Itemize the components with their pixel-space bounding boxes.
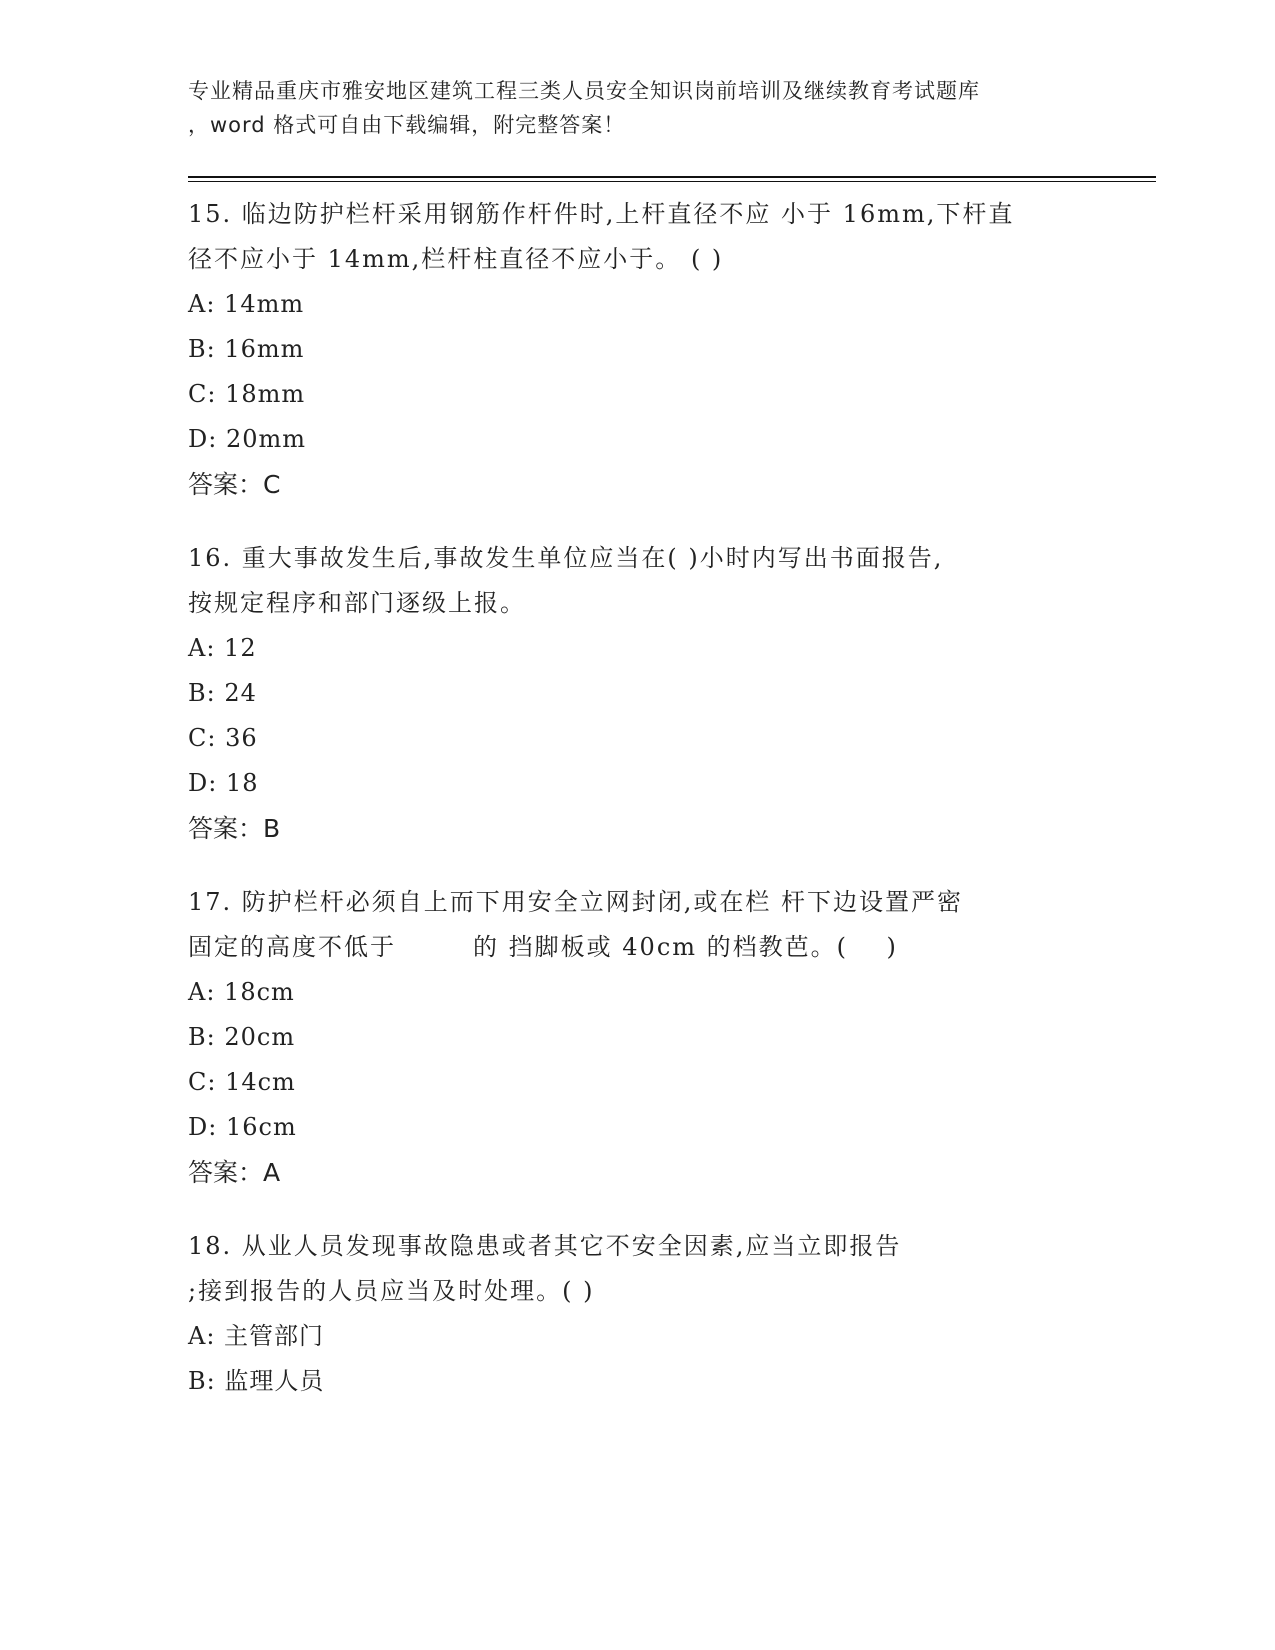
option-d: D: 20mm [188, 425, 307, 453]
question-text-line-2: 径不应小于 14mm,栏杆柱直径不应小于。 ( ) [188, 245, 724, 273]
header-divider-thick [188, 176, 1156, 178]
option-c: C: 14cm [188, 1068, 296, 1096]
header-title-line-2: ，word 格式可自由下载编辑，附完整答案！ [188, 113, 626, 137]
question-16 [188, 536, 1088, 852]
option-a: A: 18cm [188, 978, 295, 1006]
option-d: D: 18 [188, 769, 259, 797]
question-text-line-1: 16. 重大事故发生后,事故发生单位应当在( )小时内写出书面报告, [188, 544, 944, 572]
option-b: B: 20cm [188, 1023, 296, 1051]
question-15 [188, 192, 1088, 508]
question-text-line-2: 按规定程序和部门逐级上报。 [188, 589, 526, 617]
question-17 [188, 880, 1088, 1196]
document-header [188, 74, 1088, 142]
question-text-line-1: 15. 临边防护栏杆采用钢筋作杆件时,上杆直径不应 小于 16mm,下杆直 [188, 200, 1015, 228]
header-title-line-1: 专业精品重庆市雅安地区建筑工程三类人员安全知识岗前培训及继续教育考试题库 [188, 79, 980, 103]
question-18 [188, 1224, 1088, 1404]
option-c: C: 36 [188, 724, 258, 752]
answer: 答案：C [188, 470, 281, 499]
header-divider-thin [188, 181, 1156, 182]
question-text-line-2: ;接到报告的人员应当及时处理。( ) [188, 1277, 595, 1305]
option-d: D: 16cm [188, 1113, 297, 1141]
option-a: A: 14mm [188, 290, 305, 318]
option-b: B: 16mm [188, 335, 305, 363]
answer: 答案：B [188, 814, 281, 843]
question-text-line-2: 固定的高度不低于 的 挡脚板或 40cm 的档教芭。( ) [188, 933, 898, 961]
question-list [188, 192, 1088, 1426]
option-b: B: 监理人员 [188, 1367, 325, 1395]
question-text-line-1: 17. 防护栏杆必须自上而下用安全立网封闭,或在栏 杆下边设置严密 [188, 888, 964, 916]
option-b: B: 24 [188, 679, 257, 707]
option-a: A: 12 [188, 634, 257, 662]
option-a: A: 主管部门 [188, 1322, 325, 1350]
option-c: C: 18mm [188, 380, 306, 408]
question-text-line-1: 18. 从业人员发现事故隐患或者其它不安全因素,应当立即报告 [188, 1232, 902, 1260]
answer: 答案：A [188, 1158, 281, 1187]
